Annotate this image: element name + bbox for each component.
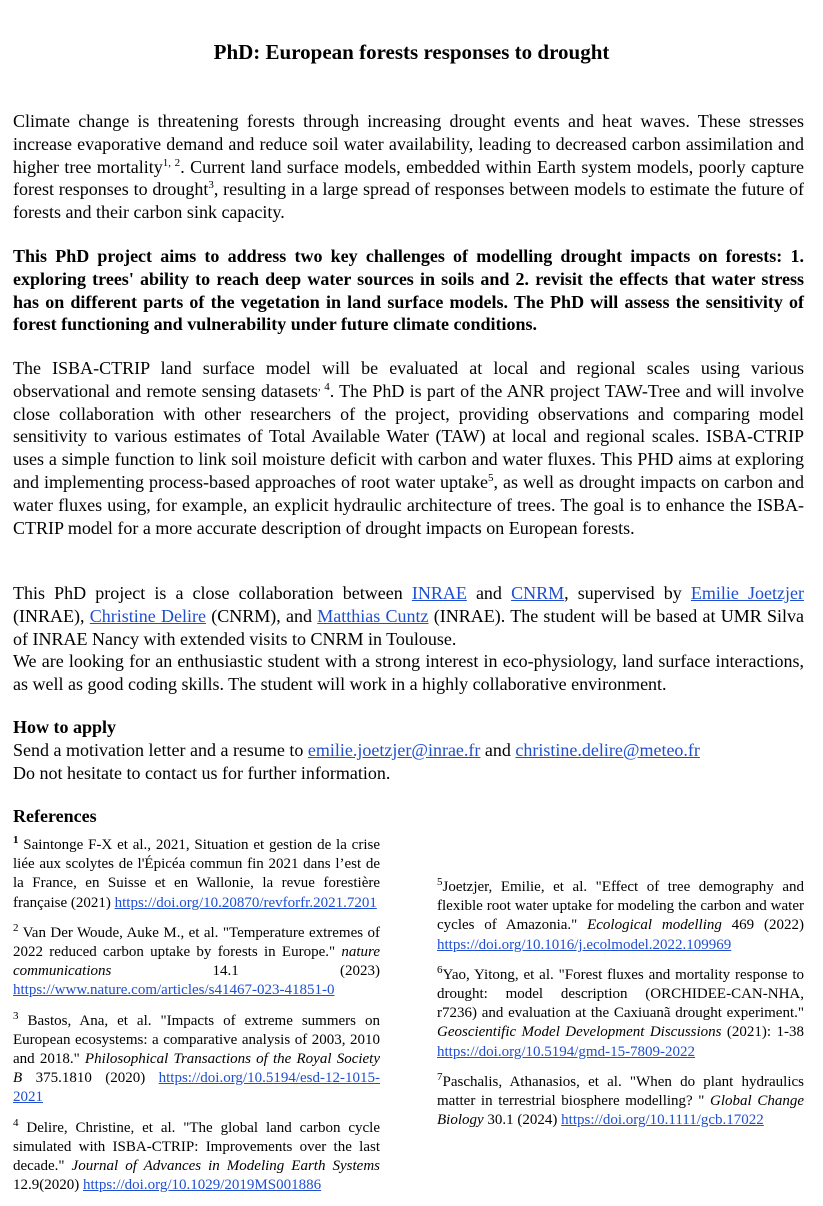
references-heading: References — [13, 806, 97, 826]
citation: 1, 2 — [162, 156, 181, 169]
reference-link[interactable]: https://doi.org/10.20870/revforfr.2021.7201 — [114, 894, 377, 911]
matthias-cuntz-link[interactable]: Matthias Cuntz — [317, 605, 429, 626]
candidate-paragraph: We are looking for an enthusiastic student with a strong interest in eco-physiology, land surface interactions, as well as good coding skills. The student will work in a highly collaborative environment. — [13, 651, 804, 694]
citation: 5 — [487, 471, 494, 484]
how-to-apply-heading: How to apply — [13, 717, 117, 737]
emilie-joetzjer-link[interactable]: Emilie Joetzjer — [690, 583, 804, 603]
reference-item: $^7$Paschalis, Athanasios, et al. "When do plant hydraulics matter in terrestrial biosphere modelling? " Global Change Biology 30.1 (2024) https://doi.org/10.1111/gcb.17022 — [437, 1070, 804, 1129]
collaboration-paragraph: This PhD project is a close collaboration between INRAE and CNRM, supervised by Emilie Joetzjer (INRAE), Christine Delire (CNRM), and Matthias Cuntz (INRAE). The student will be based at UMR Silva of INRAE Nancy with extended visits to CNRM in Toulouse. — [13, 583, 804, 649]
references-right-column — [437, 878, 804, 1141]
christine-delire-link[interactable]: Christine Delire — [89, 605, 206, 626]
references-left-column — [13, 836, 380, 1206]
email-link-christine[interactable]: christine.delire@meteo.fr — [515, 740, 700, 760]
reference-item: $^1$ Saintonge F-X et al., 2021, Situation et gestion de la crise liée aux scolytes de l'Épicéa commun fin 2021 dans l’est de la France, en Suisse et en Wallonie, la revue forestière française (2021) https://doi.org/10.20870/revforfr.2021.7201 — [13, 834, 380, 911]
cnrm-link[interactable]: CNRM — [511, 583, 565, 603]
reference-link[interactable]: https://doi.org/10.1111/gcb.17022 — [561, 1112, 764, 1129]
reference-link[interactable]: https://doi.org/10.5194/esd-12-1015-2021 — [13, 1070, 380, 1106]
intro-paragraph: Climate change is threatening forests through increasing drought events and heat waves. These stresses increase evaporative demand and reduce soil water availability, leading to decreased carbon assimilation and higher tree mortality$^{1, 2}$. Current land surface models, embedded within Earth system models, poorly capture forest responses to drought$^3$, resulting in a large spread of responses between models to estimate the future of forests and their carbon sink capacity. — [13, 111, 805, 223]
apply-line: Send a motivation letter and a resume to emilie.joetzjer@inrae.fr and christine.delire@meteo.fr — [13, 740, 700, 760]
email-link-emilie[interactable]: emilie.joetzjer@inrae.fr — [307, 740, 481, 760]
reference-link[interactable]: https://www.nature.com/articles/s41467-023-41851-0 — [13, 982, 335, 999]
reference-item: $^3$ Bastos, Ana, et al. "Impacts of extreme summers on European ecosystems: a comparative analysis of 2003, 2010 and 2018." Philosophical Transactions of the Royal Society B 375.1810 (2020) https://doi.org/10.5194/esd-12-1015-2021 — [13, 1009, 381, 1106]
contact-line: Do not hesitate to contact us for further information. — [13, 763, 391, 783]
citation: , 4 — [317, 380, 330, 393]
inrae-link[interactable]: INRAE — [411, 583, 467, 603]
reference-link[interactable]: https://doi.org/10.5194/gmd-15-7809-2022 — [437, 1043, 696, 1060]
reference-link[interactable]: https://doi.org/10.1029/2019MS001886 — [83, 1177, 322, 1194]
reference-item: $^4$ Delire, Christine, et al. "The global land carbon cycle simulated with ISBA-CTRIP: Improvements over the last decade." Journal of Advances in Modeling Earth Systems 12.9(2020) https://doi.org/10.1029/2019MS001886 — [13, 1116, 380, 1194]
reference-item: $^2$ Van Der Woude, Auke M., et al. "Temperature extremes of 2022 reduced carbon uptake by forests in Europe." nature communications 14.1 (2023) https://www.nature.com/articles/s41467-023-41851-0 — [13, 921, 380, 999]
citation: 3 — [208, 179, 214, 192]
reference-link[interactable]: https://doi.org/10.1016/j.ecolmodel.2022.109969 — [437, 936, 732, 953]
model-paragraph: The ISBA-CTRIP land surface model will be evaluated at local and regional scales using various observational and remote sensing datasets$^{, 4}$. The PhD is part of the ANR project TAW-Tree and will involve close collaboration with other researchers of the project, providing observations and comparing model sensitivity to various estimates of Total Available Water (TAW) at local and regional scales. ISBA-CTRIP uses a simple function to link soil moisture deficit with carbon and water fluxes. This PHD aims at exploring and implementing process-based approaches of root water uptake$^5$, as well as drought impacts on carbon and water fluxes using, for example, an explicit hydraulic architecture of trees. The goal is to enhance the ISBA-CTRIP model for a more accurate description of drought impacts on European forests. — [13, 358, 804, 538]
page-title: PhD: European forests responses to drought — [213, 40, 610, 64]
reference-item: $^5$Joetzjer, Emilie, et al. "Effect of tree demography and flexible root water uptake for modeling the carbon and water cycles of Amazonia." Ecological modelling 469 (2022) https://doi.org/10.1016/j.ecolmodel.2022.109969 — [437, 876, 804, 953]
reference-item: $^6$Yao, Yitong, et al. "Forest fluxes and mortality response to drought: model description (ORCHIDEE-CAN-NHA, r7236) and evaluation at the Caxiuanã drought experiment." Geoscientific Model Development Discussions (2021): 1-38 https://doi.org/10.5194/gmd-15-7809-2022 — [437, 963, 804, 1060]
aims-paragraph: This PhD project aims to address two key challenges of modelling drought impacts on forests: 1. exploring trees' ability to reach deep water sources in soils and 2. revisit the effects that water stress has on different parts of the vegetation in land surface models. The PhD will assess the sensitivity of forest functioning and vulnerability under future climate conditions. — [13, 246, 804, 335]
